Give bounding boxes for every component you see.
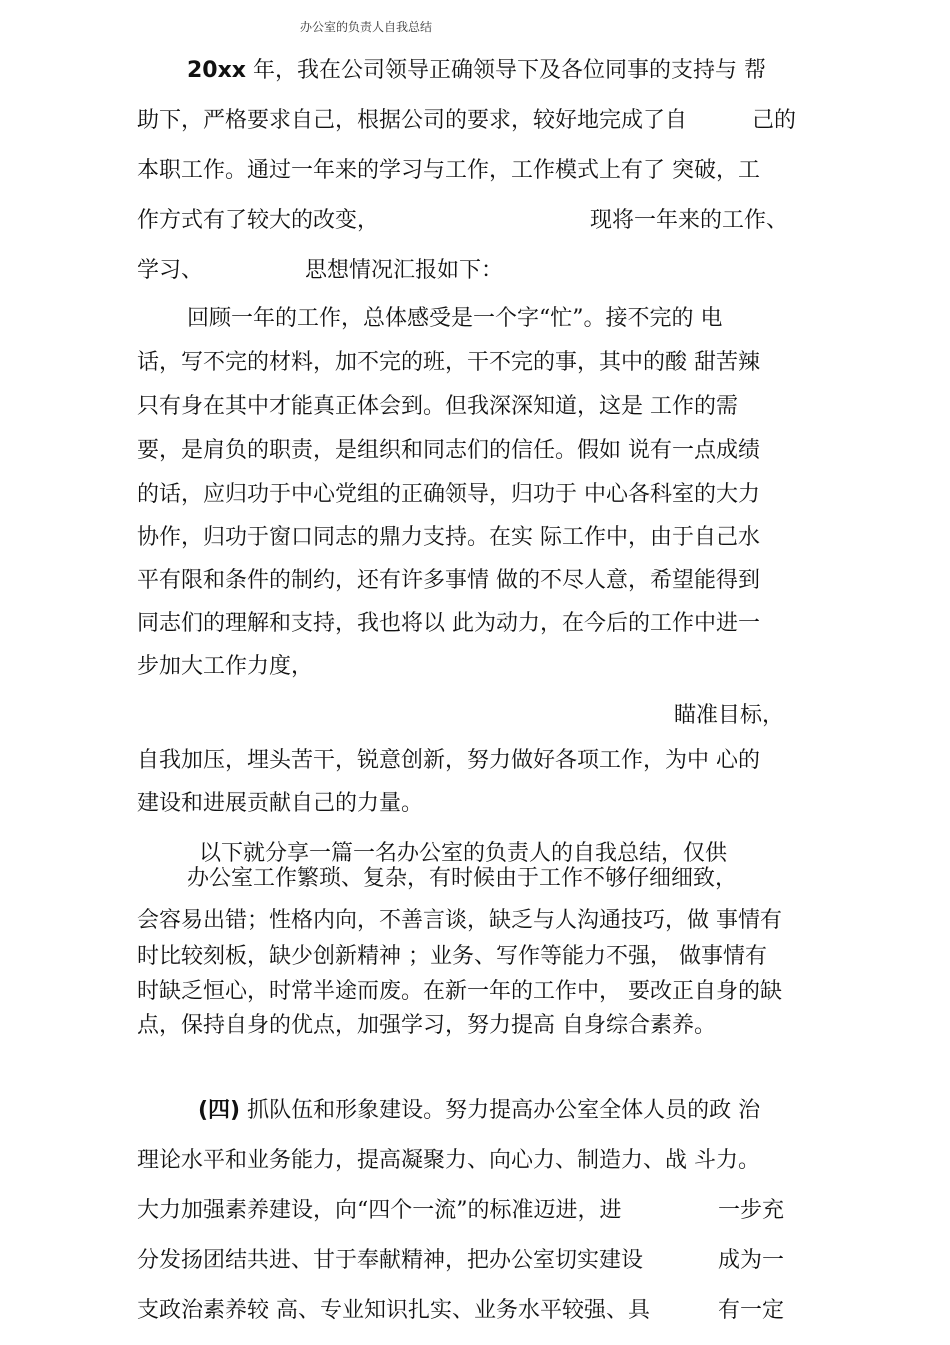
para1-line2: 助下，严格要求自己，根据公司的要求，较好地完成了自 (137, 108, 688, 133)
para4-line5-end: 有一定 (718, 1298, 785, 1323)
para3-line3: 会容易出错；性格内向，不善言谈，缺乏与人沟通技巧，做 事情有 (137, 908, 782, 933)
para2-line7: 平有限和条件的制约，还有许多事情 做的不尽人意，希望能得到 (137, 568, 760, 593)
section-number: (四) (198, 1098, 241, 1123)
para4-line3: 大力加强素养建设，向“四个一流”的标准迈进，进 (137, 1198, 622, 1223)
para1-line5-end: 思想情况汇报如下： (305, 258, 504, 283)
para3-line5: 时缺乏恒心，时常半途而废。在新一年的工作中， 要改正自身的缺 (137, 979, 782, 1004)
para2-line10: 瞄准目标， (674, 703, 785, 728)
para2-line3: 只有身在其中才能真正体会到。但我深深知道，这是 工作的需 (137, 394, 738, 419)
para4-line3-end: 一步充 (718, 1198, 785, 1223)
para1-line5: 学习、 (137, 258, 204, 283)
para1-line4-end: 现将一年来的工作、 (590, 208, 789, 233)
para4-line5: 支政治素养较 高、专业知识扎实、业务水平较强、具 (137, 1298, 650, 1323)
year-text: 20xx (187, 58, 246, 83)
para3-line6: 点，保持自身的优点，加强学习，努力提高 自身综合素养。 (137, 1013, 716, 1038)
para4-line4-end: 成为一 (718, 1248, 785, 1273)
para2-line5: 的话，应归功于中心党组的正确领导，归功于 中心各科室的大力 (137, 482, 760, 507)
para2-line11: 自我加压，埋头苦干，锐意创新，努力做好各项工作，为中 心的 (137, 748, 760, 773)
para3-line1: 以下就分享一篇一名办公室的负责人的自我总结，仅供 (199, 841, 728, 866)
para1-line2-end: 己的 (752, 108, 797, 133)
para1-line4: 作方式有了较大的改变， (137, 208, 380, 233)
para2-line8: 同志们的理解和支持，我也将以 此为动力，在今后的工作中进一 (137, 611, 760, 636)
para2-line12: 建设和进展贡献自己的力量。 (137, 791, 424, 816)
para3-line2: 办公室工作繁琐、复杂，有时候由于工作不够仔细细致， (187, 866, 738, 891)
para2-line4: 要，是肩负的职责，是组织和同志们的信任。假如 说有一点成绩 (137, 438, 760, 463)
para2-line9: 步加大工作力度， (137, 654, 314, 679)
para1-line1 (187, 56, 766, 86)
para4-line2: 理论水平和业务能力，提高凝聚力、向心力、制造力、战 斗力。 (137, 1148, 760, 1173)
document-header: 办公室的负责人自我总结 (300, 20, 433, 34)
para1-line1-text: 年，我在公司领导正确领导下及各位同事的支持与 帮 (246, 58, 766, 83)
para2-line1: 回顾一年的工作，总体感受是一个字“忙”。接不完的 电 (187, 306, 723, 331)
para2-line2: 话，写不完的材料，加不完的班，干不完的事，其中的酸 甜苦辣 (137, 350, 760, 375)
para4-line1-text: 抓队伍和形象建设。努力提高办公室全体人员的政 治 (240, 1098, 761, 1123)
para4-line1 (198, 1096, 760, 1126)
para3-line4: 时比较刻板，缺少创新精神 ；业务、写作等能力不强， 做事情有 (137, 944, 767, 969)
para4-line4: 分发扬团结共进、甘于奉献精神，把办公室切实建设 (137, 1248, 644, 1273)
para1-line3: 本职工作。通过一年来的学习与工作，工作模式上有了 突破，工 (137, 158, 760, 183)
para2-line6: 协作，归功于窗口同志的鼎力支持。在实 际工作中，由于自己水 (137, 525, 760, 550)
